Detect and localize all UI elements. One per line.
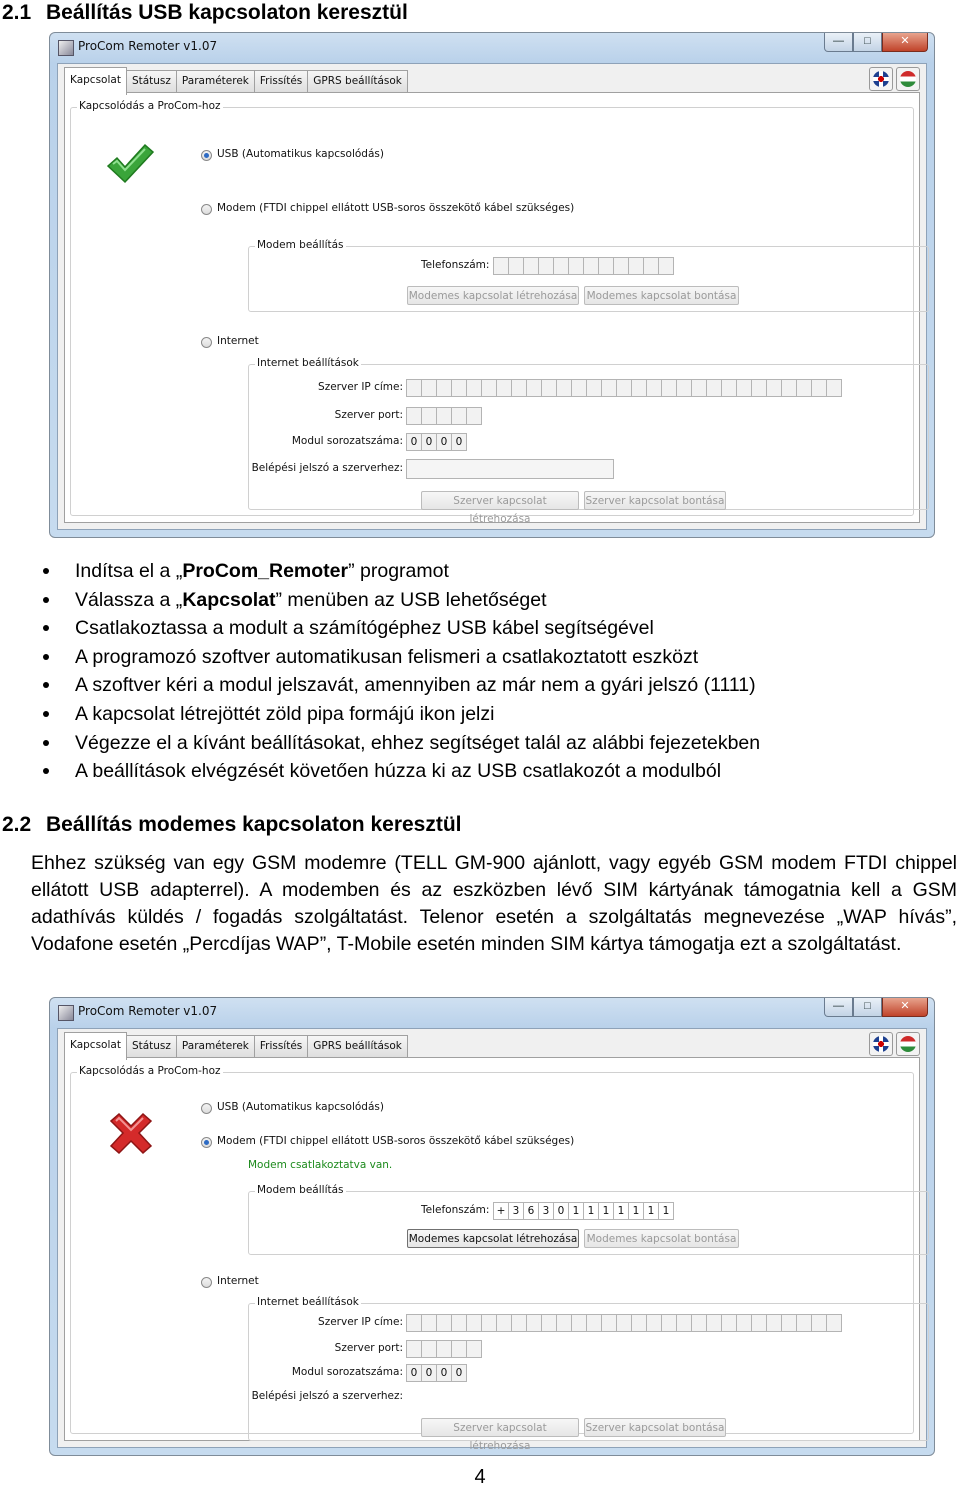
server-ip-input[interactable] <box>406 379 841 397</box>
usb-radio[interactable] <box>201 150 212 161</box>
modem-connect-button[interactable]: Modemes kapcsolat létrehozása <box>407 1229 579 1248</box>
modem-settings-group <box>248 1184 929 1255</box>
serial-input[interactable]: 0 0 0 0 <box>406 1364 466 1382</box>
tab-frissites[interactable]: Frissítés <box>254 70 308 92</box>
server-ip-input[interactable] <box>406 1314 841 1332</box>
modem-settings-group <box>248 239 929 312</box>
red-x-icon <box>107 1111 155 1157</box>
list-item: Válassza a „Kapcsolat” menüben az USB lehetőséget <box>0 586 760 615</box>
internet-radio[interactable] <box>201 1277 212 1288</box>
server-port-input[interactable] <box>406 1340 481 1358</box>
tab-statusz[interactable]: Státusz <box>126 70 177 92</box>
tab-gprs[interactable]: GPRS beállítások <box>307 70 408 92</box>
list-item: Végezze el a kívánt beállításokat, ehhez segítséget talál az alábbi fejezetekben <box>0 729 760 758</box>
body-paragraph: Ehhez szükség van egy GSM modemre (TELL GM-900 ajánlott, vagy egyéb GSM modem FTDI chippel ellátott USB adapterrel). A modemben és az eszközben lévő SIM kártyának támogatnia kell a GSM adathívás küldés / fogadás szolgáltatást. Telenor esetén a szolgáltatás megnevezése „WAP hívás”, Vodafone esetén „Percdíjas WAP”, T-Mobile esetén minden SIM kártya támogatja ezt a szolgáltatást. <box>31 852 957 955</box>
modem-disconnect-button[interactable]: Modemes kapcsolat bontása <box>584 1229 739 1248</box>
maximize-button[interactable]: □ <box>853 998 882 1017</box>
serial-label: Modul sorozatszáma: <box>291 1366 403 1378</box>
phone-label: Telefonszám: <box>421 259 490 271</box>
usb-radio-label: USB (Automatikus kapcsolódás) <box>217 1101 384 1113</box>
hungarian-flag-icon[interactable] <box>896 1032 920 1056</box>
serial-input[interactable]: 0 0 0 0 <box>406 433 466 451</box>
tab-frissites[interactable]: Frissítés <box>254 1035 308 1057</box>
password-label: Belépési jelszó a szerverhez: <box>251 462 403 474</box>
modem-connect-button[interactable]: Modemes kapcsolat létrehozása <box>407 286 579 305</box>
tab-kapcsolat[interactable]: Kapcsolat <box>64 1032 127 1060</box>
server-port-label: Szerver port: <box>334 1342 403 1354</box>
section-number: 2.1 <box>2 1 32 24</box>
app-window-usb <box>49 32 935 538</box>
server-disconnect-button[interactable]: Szerver kapcsolat bontása <box>584 491 726 510</box>
internet-group-title: Internet beállítások <box>257 357 359 369</box>
server-port-input[interactable] <box>406 407 481 425</box>
minimize-button[interactable]: — <box>824 33 853 52</box>
list-item: A szoftver kéri a modul jelszavát, amennyiben az már nem a gyári jelszó (1111) <box>0 671 760 700</box>
serial-label: Modul sorozatszáma: <box>291 435 403 447</box>
list-item: Indítsa el a „ProCom_Remoter” programot <box>0 557 760 586</box>
section-heading-2-1 <box>2 1 408 25</box>
group-title: Kapcsolódás a ProCom-hoz <box>79 1065 221 1077</box>
modem-radio-label: Modem (FTDI chippel ellátott USB-soros összekötő kábel szükséges) <box>217 1135 575 1147</box>
password-label: Belépési jelszó a szerverhez: <box>251 1390 403 1402</box>
modem-radio[interactable] <box>201 1137 212 1148</box>
tab-bar <box>64 70 407 92</box>
connection-group <box>70 100 914 525</box>
server-port-label: Szerver port: <box>334 409 403 421</box>
connection-panel <box>64 92 920 523</box>
modem-group-title: Modem beállítás <box>257 239 344 251</box>
usb-radio[interactable] <box>201 1103 212 1114</box>
usb-radio-label: USB (Automatikus kapcsolódás) <box>217 148 384 160</box>
app-icon <box>58 40 74 56</box>
list-item: Csatlakoztassa a modult a számítógéphez USB kábel segítségével <box>0 614 760 643</box>
modem-connected-status: Modem csatlakoztatva van. <box>248 1159 393 1171</box>
page-number: 4 <box>474 1466 486 1488</box>
section-title: Beállítás USB kapcsolaton keresztül <box>46 1 408 24</box>
title-bar[interactable] <box>50 33 934 61</box>
phone-label: Telefonszám: <box>421 1204 490 1216</box>
english-flag-icon[interactable] <box>869 67 893 91</box>
internet-settings-group <box>248 357 929 525</box>
internet-settings-group <box>248 1296 929 1452</box>
server-connect-button[interactable]: Szerver kapcsolat létrehozása <box>421 1418 579 1437</box>
server-ip-label: Szerver IP címe: <box>318 381 403 393</box>
server-ip-label: Szerver IP címe: <box>318 1316 403 1328</box>
internet-radio-label: Internet <box>217 335 259 347</box>
close-button[interactable]: ✕ <box>882 33 928 52</box>
internet-radio-label: Internet <box>217 1275 259 1287</box>
password-input[interactable] <box>406 459 614 479</box>
tab-bar <box>64 1035 407 1057</box>
server-disconnect-button[interactable]: Szerver kapcsolat bontása <box>584 1418 726 1437</box>
app-window-modem <box>49 997 935 1456</box>
list-item: A kapcsolat létrejöttét zöld pipa formájú ikon jelzi <box>0 700 760 729</box>
tab-gprs[interactable]: GPRS beállítások <box>307 1035 408 1057</box>
modem-radio[interactable] <box>201 204 212 215</box>
section-number: 2.2 <box>2 813 32 836</box>
window-title: ProCom Remoter v1.07 <box>78 39 218 53</box>
close-button[interactable]: ✕ <box>882 998 928 1017</box>
server-connect-button[interactable]: Szerver kapcsolat létrehozása <box>421 491 579 510</box>
connection-panel <box>64 1057 920 1452</box>
window-title: ProCom Remoter v1.07 <box>78 1004 218 1018</box>
green-checkmark-icon <box>105 142 155 186</box>
internet-radio[interactable] <box>201 337 212 348</box>
title-bar[interactable] <box>50 998 934 1026</box>
tab-statusz[interactable]: Státusz <box>126 1035 177 1057</box>
tab-kapcsolat[interactable]: Kapcsolat <box>64 67 127 95</box>
internet-group-title: Internet beállítások <box>257 1296 359 1308</box>
list-item: A beállítások elvégzését követően húzza ki az USB csatlakozót a modulból <box>0 757 760 786</box>
section-heading-2-2 <box>2 813 462 837</box>
modem-disconnect-button[interactable]: Modemes kapcsolat bontása <box>584 286 739 305</box>
app-icon <box>58 1005 74 1021</box>
english-flag-icon[interactable] <box>869 1032 893 1056</box>
phone-input[interactable] <box>493 257 673 275</box>
hungarian-flag-icon[interactable] <box>896 67 920 91</box>
tab-parameterek[interactable]: Paraméterek <box>176 1035 255 1057</box>
tab-parameterek[interactable]: Paraméterek <box>176 70 255 92</box>
section-title: Beállítás modemes kapcsolaton keresztül <box>46 813 462 836</box>
connection-group <box>70 1065 914 1452</box>
list-item: A programozó szoftver automatikusan felismeri a csatlakoztatott eszközt <box>0 643 760 672</box>
group-title: Kapcsolódás a ProCom-hoz <box>79 100 221 112</box>
minimize-button[interactable]: — <box>824 998 853 1017</box>
maximize-button[interactable]: □ <box>853 33 882 52</box>
phone-input[interactable]: + 3 6 3 0 1 1 1 1 1 1 1 <box>493 1202 673 1220</box>
modem-radio-label: Modem (FTDI chippel ellátott USB-soros összekötő kábel szükséges) <box>217 202 575 214</box>
modem-group-title: Modem beállítás <box>257 1184 344 1196</box>
instruction-list <box>0 557 760 786</box>
